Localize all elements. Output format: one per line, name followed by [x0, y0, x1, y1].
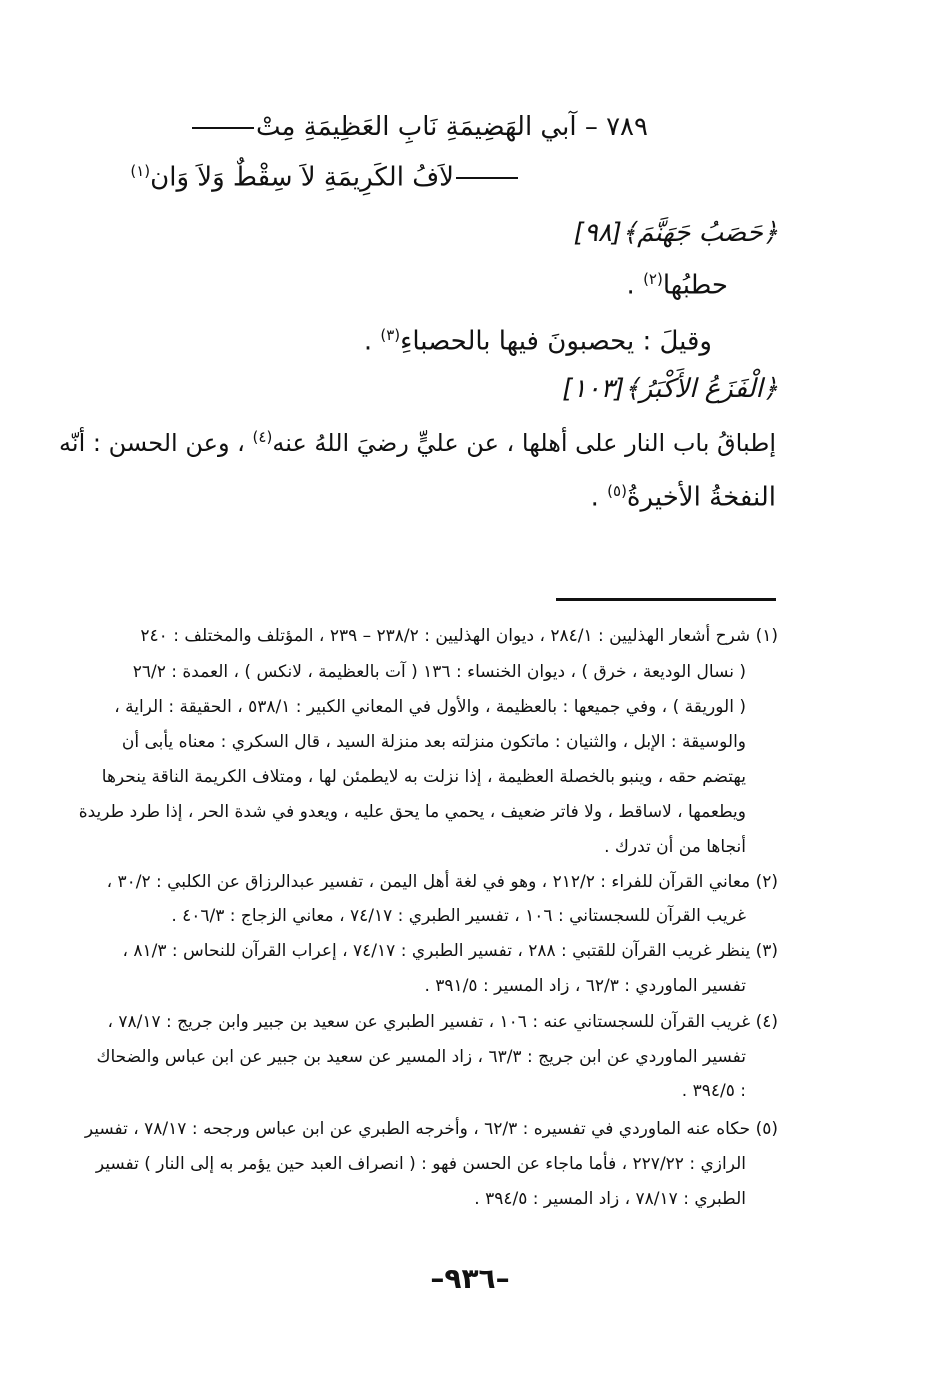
- footnote-line: [122, 941, 778, 961]
- footnote-line: [604, 837, 746, 857]
- footnote-line: [122, 732, 746, 752]
- quran-phrase-2-text: ﴿الْفَزَعُ الأَكْبَرُ﴾[١٠٣]: [562, 374, 778, 404]
- verse-line-2-text: لاَفُ الكَرِيمَةِ لاَ سِقْطٌ وَلاَ وَان: [150, 162, 454, 193]
- footnote-2-line-1: (٢) معاني القرآن للفراء : ٢١٢/٢ ، وهو في لغة أهل اليمن ، تفسير عبدالرزاق عن الكلبي : ٣٠/٢ ،: [106, 872, 778, 892]
- footnote-line: [96, 1154, 746, 1174]
- quran-phrase-2: [562, 374, 778, 404]
- page-number: –٩٣٦–: [430, 1262, 510, 1295]
- footnote-line: [171, 906, 746, 926]
- commentary-line-1: [627, 270, 728, 301]
- footnote-4-line-2: تفسير الماوردي عن ابن جريج : ٦٣/٣ ، زاد المسير عن سعيد بن جبير عن ابن عباس والضحاك: [96, 1047, 746, 1067]
- commentary-line-3: [59, 428, 776, 457]
- footnote-line: [107, 872, 778, 892]
- footnote-line: [85, 1119, 778, 1139]
- footnote-ref-3: (٣): [380, 326, 401, 344]
- commentary-2-end: .: [363, 326, 381, 357]
- verse-line-2: [130, 162, 520, 193]
- footnote-ref-2: (٢): [643, 270, 663, 288]
- verse-line-1: [190, 112, 648, 142]
- footnote-ref-5: (٥): [607, 482, 627, 500]
- commentary-2-text: وقيلَ : يحصبونَ فيها بالحصباءِ: [400, 326, 712, 357]
- footnote-1-line-7: أنجاها من أن تدرك .: [604, 837, 746, 857]
- footnote-5-line-2: الرازي : ٢٢٧/٢٢ ، فأما ماجاء عن الحسن فهو : ( انصراف العبد حين يؤمر به إلى النار ) تفسير: [95, 1154, 746, 1174]
- footnote-separator: [556, 598, 776, 601]
- commentary-4-end: .: [590, 482, 608, 513]
- footnote-line: [474, 1189, 746, 1209]
- verse-line-1-text: ٧٨٩ – آبي الهَضِيمَةِ نَابِ العَظِيمَةِ مِتْ: [255, 112, 648, 142]
- commentary-1-text: حطبُها: [662, 270, 728, 301]
- footnote-line: [424, 976, 746, 996]
- commentary-line-2: [364, 326, 712, 357]
- commentary-3-text-a: إطباقُ باب النار على أهلها ، عن عليٍّ رضيَ اللهُ عنه: [272, 429, 776, 457]
- footnote-3-line-2: تفسير الماوردي : ٦٢/٣ ، زاد المسير : ٣٩١/٥ .: [424, 976, 746, 996]
- commentary-4-text: النفخةُ الأخيرةُ: [626, 482, 776, 513]
- commentary-line-4: [591, 482, 776, 513]
- commentary-3-text-b: ، وعن الحسن : أنّه: [59, 429, 253, 457]
- footnote-5-line-1: (٥) حكاه عنه الماوردي في تفسيره : ٦٢/٣ ، وأخرجه الطبري عن ابن عباس ورجحه : ٧٨/١٧ ، تفسير: [84, 1119, 778, 1139]
- footnote-line: [79, 802, 746, 822]
- footnote-1-line-3: ( الوريقة ) ، وفي جميعها : بالعظيمة ، والأول في المعاني الكبير : ٥٣٨/١ ، الحقيقة : الراية ،: [114, 697, 746, 717]
- footnote-1-line-6: ويطعمها ، لاساقط ، ولا فاتر ضعيف ، يحمي ما يحق عليه ، ويعدو في شدة الحر ، إذا طرد طريدة: [78, 802, 746, 822]
- footnote-1-line-5: يهتضم حقه ، وينبو بالخصلة العظيمة ، إذا نزلت به لايطمئن لها ، ومتلاف الكريمة الناقة ينحرها: [101, 767, 746, 787]
- footnote-line: [96, 1047, 746, 1067]
- footnote-line: [107, 1012, 778, 1032]
- footnote-4-line-1: (٤) غريب القرآن للسجستاني عنه : ١٠٦ ، تفسير الطبري عن سعيد بن جبير وابن جريج : ٧٨/١٧ ،: [107, 1012, 778, 1032]
- verse-dash: [192, 127, 254, 129]
- footnote-5-line-3: الطبري : ٧٨/١٧ ، زاد المسير : ٣٩٤/٥ .: [474, 1189, 746, 1209]
- verse-dash-leading: [456, 177, 518, 179]
- footnote-1-line-2: ( نسال الوديعة ، خرق ) ، ديوان الخنساء : ١٣٦ ( آت بالعظيمة ، لانكس ) ، العمدة : ٢٦/٢: [132, 662, 746, 682]
- footnote-line: [682, 1081, 746, 1101]
- footnote-ref-1: (١): [130, 162, 151, 180]
- footnote-line: [140, 626, 778, 646]
- commentary-1-end: .: [626, 270, 644, 301]
- footnote-ref-4: (٤): [252, 428, 273, 446]
- footnote-line: [133, 662, 746, 682]
- quran-phrase-1: [574, 218, 778, 248]
- footnote-2-line-2: غريب القرآن للسجستاني : ١٠٦ ، تفسير الطبري : ٧٤/١٧ ، معاني الزجاج : ٤٠٦/٣ .: [171, 906, 746, 926]
- footnote-3-line-1: (٣) ينظر غريب القرآن للقتبي : ٢٨٨ ، تفسير الطبري : ٧٤/١٧ ، إعراب القرآن للنحاس : ٨١/٣ ،: [122, 941, 778, 961]
- footnote-line: [114, 697, 746, 717]
- footnote-1-line-1: (١) شرح أشعار الهذليين : ٢٨٤/١ ، ديوان الهذليين : ٢٣٨/٢ – ٢٣٩ ، المؤتلف والمختلف : ٢٤٠: [140, 626, 778, 646]
- footnote-4-line-3: : ٣٩٤/٥ .: [681, 1081, 746, 1101]
- footnote-1-line-4: والوسيقة : الإبل ، والثنيان : ماتكون منزلته بعد منزلة السيد ، قال السكري : معناه يأبى أن: [121, 732, 746, 752]
- quran-phrase-1-text: ﴿حَصَبُ جَهَنَّمَ﴾[٩٨]: [573, 218, 778, 248]
- footnote-line: [102, 767, 746, 787]
